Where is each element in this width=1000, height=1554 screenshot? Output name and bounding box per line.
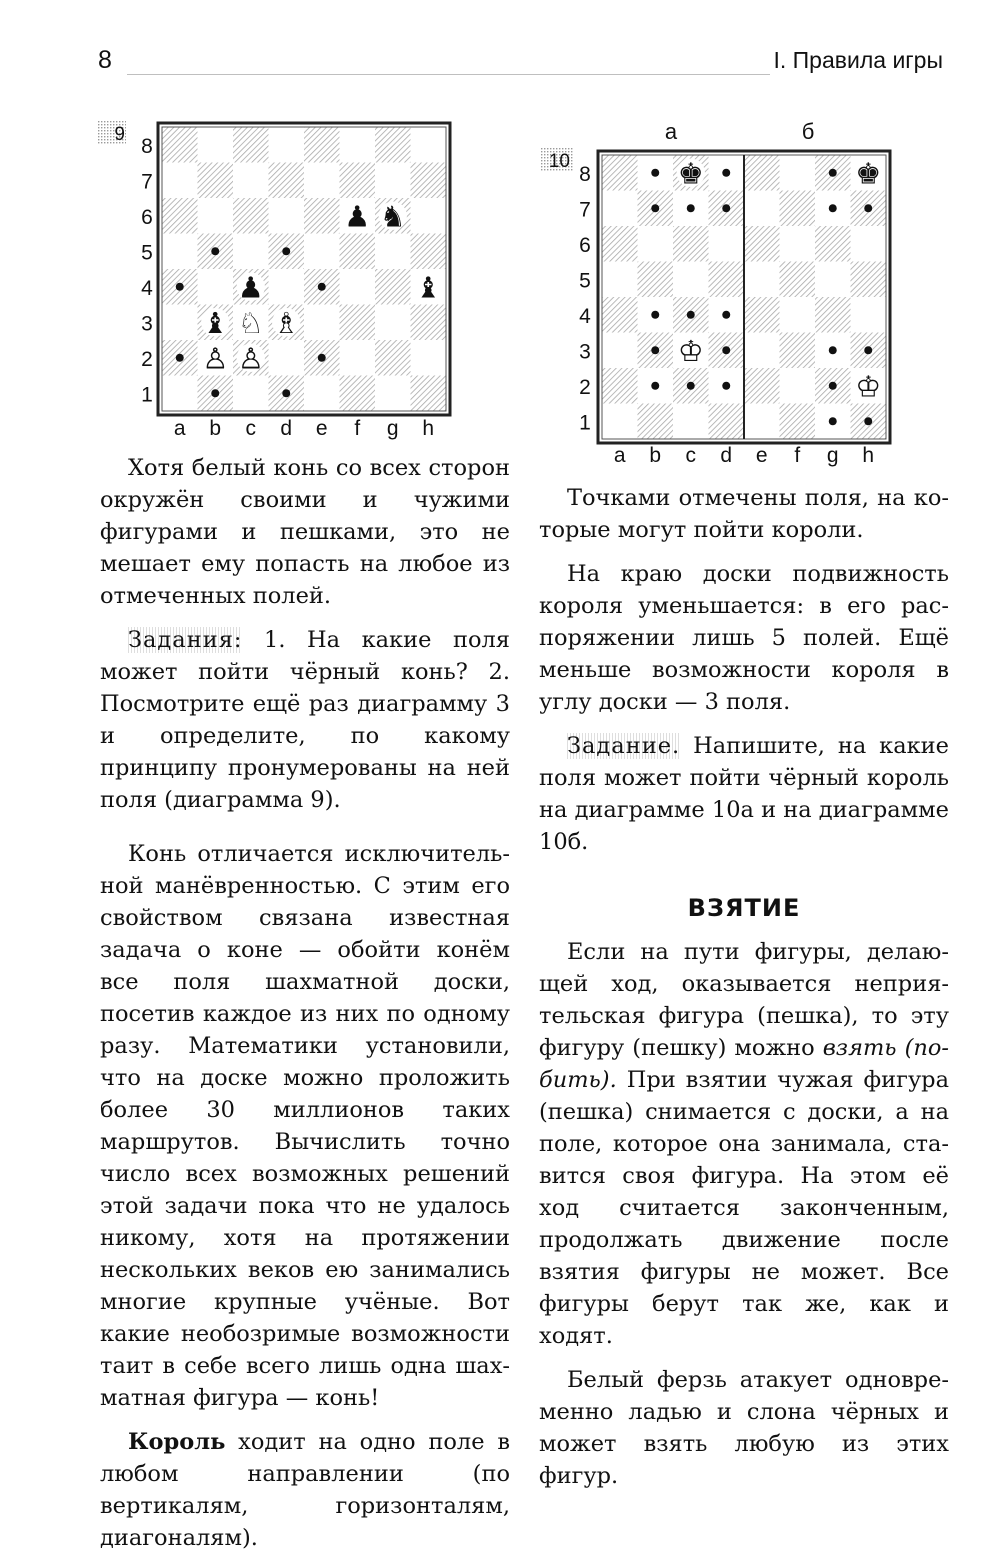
panel-label-a: а bbox=[664, 119, 678, 144]
light-square bbox=[304, 163, 340, 199]
paragraph-capture bbox=[539, 936, 949, 1352]
white-pawn-icon: ♙ bbox=[202, 341, 229, 376]
black-pawn-icon: ♟ bbox=[237, 270, 264, 305]
rank-label: 5 bbox=[141, 241, 153, 265]
dark-square bbox=[411, 234, 447, 270]
dark-square bbox=[340, 163, 376, 199]
light-square bbox=[602, 333, 638, 369]
light-square bbox=[304, 305, 340, 341]
move-dot bbox=[829, 204, 837, 212]
tasks-text: 1. На какие поля может пойти чёрный конь? 2. Посмотрите ещё раз диаграмму 3 и определите, по какому принципу пронумерованы на ней поля (диаграмма 9). bbox=[100, 627, 510, 813]
rank-label: 4 bbox=[141, 276, 153, 300]
move-dot bbox=[651, 169, 659, 177]
light-square bbox=[602, 191, 638, 227]
rank-label: 1 bbox=[579, 411, 591, 435]
dark-square bbox=[602, 297, 638, 333]
task-label: Задание. bbox=[567, 733, 681, 759]
file-label: f bbox=[794, 444, 801, 467]
file-label: b bbox=[209, 417, 222, 440]
move-dot bbox=[318, 354, 326, 362]
diagram-9 bbox=[95, 115, 455, 445]
black-knight-icon: ♞ bbox=[379, 199, 406, 234]
page-number: 8 bbox=[98, 46, 112, 74]
move-dot bbox=[722, 311, 730, 319]
dark-square bbox=[709, 262, 745, 298]
move-dot bbox=[687, 204, 695, 212]
dark-square bbox=[162, 127, 198, 163]
move-dot bbox=[864, 417, 872, 425]
file-label: g bbox=[826, 444, 839, 467]
black-pawn-icon: ♟ bbox=[344, 199, 371, 234]
dark-square bbox=[198, 163, 234, 199]
paragraph-knight-tour: Конь отличается исключительной манёвренностью. С этим его свойством связана известная задача о коне — обойти конём все поля шахматной доски, посетив каждое из них по одному разу. Математики установили, что на доске можно проложить более 30 миллионов таких маршрутов. Вычислить точно число всех возможных решений этой задачи пока что не удалось никому, хотя на протяжении нескольких веков ею занимались многие крупные учёные. Вот какие необозримые возможности таит в себе всего лишь одна шахматная фигура — конь! bbox=[100, 841, 510, 1411]
move-dot bbox=[651, 311, 659, 319]
light-square bbox=[815, 262, 851, 298]
dark-square bbox=[375, 340, 411, 376]
file-label: h bbox=[862, 444, 875, 467]
white-king-icon: ♔ bbox=[855, 369, 882, 404]
diagram-number: 9 bbox=[114, 124, 125, 145]
dark-square bbox=[851, 262, 887, 298]
dark-square bbox=[709, 404, 745, 440]
paragraph-king bbox=[100, 1426, 510, 1554]
paragraph-king-edge: На краю доски подвижность короля уменьшается: в его распоряжении лишь 5 полей. Ещё меньше возможности короля в углу доски — 3 поля. bbox=[539, 561, 949, 715]
light-square bbox=[304, 376, 340, 412]
rank-label: 2 bbox=[141, 347, 153, 371]
light-square bbox=[709, 226, 745, 262]
move-dot bbox=[176, 354, 184, 362]
dark-square bbox=[162, 198, 198, 234]
light-square bbox=[340, 127, 376, 163]
white-knight-icon: ♘ bbox=[237, 305, 264, 340]
dark-square bbox=[304, 198, 340, 234]
dark-square bbox=[744, 368, 780, 404]
move-dot bbox=[722, 346, 730, 354]
king-text: ходит на одно поле в любом направлении (по вертикалям, горизонталям, диагоналям). bbox=[100, 1429, 510, 1551]
light-square bbox=[744, 333, 780, 369]
capture-term: взять (побить). bbox=[539, 1035, 949, 1093]
dark-square bbox=[340, 305, 376, 341]
dark-square bbox=[304, 127, 340, 163]
file-label: c bbox=[685, 444, 696, 467]
light-square bbox=[744, 262, 780, 298]
black-bishop-icon: ♝ bbox=[202, 305, 229, 340]
move-dot bbox=[651, 382, 659, 390]
light-square bbox=[638, 226, 674, 262]
file-label: e bbox=[755, 444, 768, 467]
white-bishop-icon: ♗ bbox=[273, 305, 300, 340]
light-square bbox=[233, 376, 269, 412]
dark-square bbox=[780, 404, 816, 440]
dark-square bbox=[780, 262, 816, 298]
tasks-label: Задания: bbox=[128, 627, 243, 653]
move-dot bbox=[829, 382, 837, 390]
light-square bbox=[780, 368, 816, 404]
diagram-number: 10 bbox=[548, 151, 570, 172]
light-square bbox=[198, 269, 234, 305]
light-square bbox=[340, 340, 376, 376]
file-label: c bbox=[245, 417, 256, 440]
move-dot bbox=[651, 204, 659, 212]
rank-label: 2 bbox=[579, 375, 591, 399]
rank-label: 6 bbox=[579, 233, 591, 257]
capture-text-b: При взятии чужая фигура (пешка) снимается с доски, а на поле, которое она занимала, ставится своя фигура. На этом её ход считается законченным, продолжать движение после взятия фигуры не может. Все фигуры берут так же, как и ходят. bbox=[539, 1067, 949, 1349]
dark-square bbox=[673, 226, 709, 262]
rank-label: 4 bbox=[579, 304, 591, 328]
file-label: f bbox=[354, 417, 361, 440]
right-column bbox=[539, 482, 949, 1492]
light-square bbox=[411, 340, 447, 376]
dark-square bbox=[269, 163, 305, 199]
light-square bbox=[269, 127, 305, 163]
light-square bbox=[198, 198, 234, 234]
light-square bbox=[375, 163, 411, 199]
task-text: Напишите, на какие поля может пойти чёрный король на диаграмме 10а и на диаграмме 10б. bbox=[539, 733, 949, 855]
light-square bbox=[375, 234, 411, 270]
light-square bbox=[162, 376, 198, 412]
paragraph-queen-attack: Белый ферзь атакует одновременно ладью и слона чёрных и может взять любую из этих фигур. bbox=[539, 1367, 949, 1489]
light-square bbox=[780, 226, 816, 262]
file-label: a bbox=[613, 444, 626, 467]
dark-square bbox=[411, 163, 447, 199]
black-king-icon: ♚ bbox=[677, 156, 704, 191]
dark-square bbox=[780, 191, 816, 227]
light-square bbox=[162, 163, 198, 199]
light-square bbox=[269, 269, 305, 305]
rank-label: 7 bbox=[141, 170, 153, 194]
dark-square bbox=[411, 305, 447, 341]
dark-square bbox=[340, 376, 376, 412]
rank-label: 5 bbox=[579, 269, 591, 293]
file-label: b bbox=[649, 444, 662, 467]
light-square bbox=[673, 262, 709, 298]
file-label: g bbox=[386, 417, 399, 440]
light-square bbox=[340, 269, 376, 305]
light-square bbox=[411, 127, 447, 163]
move-dot bbox=[722, 382, 730, 390]
light-square bbox=[198, 127, 234, 163]
move-dot bbox=[318, 283, 326, 291]
move-dot bbox=[282, 247, 290, 255]
light-square bbox=[673, 404, 709, 440]
file-label: a bbox=[173, 417, 186, 440]
move-dot bbox=[864, 346, 872, 354]
light-square bbox=[744, 191, 780, 227]
move-dot bbox=[282, 389, 290, 397]
move-dot bbox=[722, 169, 730, 177]
file-label: d bbox=[280, 417, 293, 440]
light-square bbox=[233, 163, 269, 199]
dark-square bbox=[233, 198, 269, 234]
dark-square bbox=[744, 226, 780, 262]
move-dot bbox=[651, 346, 659, 354]
white-king-icon: ♔ bbox=[677, 333, 704, 368]
light-square bbox=[269, 198, 305, 234]
light-square bbox=[162, 234, 198, 270]
light-square bbox=[162, 305, 198, 341]
black-king-icon: ♚ bbox=[855, 156, 882, 191]
light-square bbox=[269, 340, 305, 376]
rank-label: 8 bbox=[579, 162, 591, 186]
capture-text-a: Если на пути фигуры, делающей ход, оказывается неприятельская фигура (пешка), то эту фигуру (пешку) можно bbox=[539, 939, 949, 1061]
light-square bbox=[851, 297, 887, 333]
black-bishop-icon: ♝ bbox=[415, 270, 442, 305]
dark-square bbox=[375, 127, 411, 163]
rank-label: 7 bbox=[579, 198, 591, 222]
light-square bbox=[411, 198, 447, 234]
left-column bbox=[100, 452, 510, 1554]
dark-square bbox=[744, 297, 780, 333]
move-dot bbox=[864, 204, 872, 212]
diagram-10 bbox=[535, 115, 895, 475]
dark-square bbox=[375, 269, 411, 305]
paragraph-task bbox=[539, 730, 949, 858]
dark-square bbox=[638, 262, 674, 298]
rank-label: 3 bbox=[579, 340, 591, 364]
move-dot bbox=[722, 204, 730, 212]
light-square bbox=[375, 305, 411, 341]
dark-square bbox=[602, 155, 638, 191]
dark-square bbox=[340, 234, 376, 270]
dark-square bbox=[233, 127, 269, 163]
dark-square bbox=[780, 333, 816, 369]
light-square bbox=[602, 404, 638, 440]
white-pawn-icon: ♙ bbox=[237, 341, 264, 376]
dark-square bbox=[638, 404, 674, 440]
move-dot bbox=[829, 346, 837, 354]
move-dot bbox=[176, 283, 184, 291]
paragraph-tasks bbox=[100, 624, 510, 816]
rank-label: 6 bbox=[141, 205, 153, 229]
light-square bbox=[602, 262, 638, 298]
dark-square bbox=[744, 155, 780, 191]
light-square bbox=[744, 404, 780, 440]
light-square bbox=[304, 234, 340, 270]
file-label: e bbox=[315, 417, 328, 440]
move-dot bbox=[829, 169, 837, 177]
light-square bbox=[233, 234, 269, 270]
chapter-title: I. Правила игры bbox=[773, 47, 943, 73]
rank-label: 1 bbox=[141, 383, 153, 407]
dark-square bbox=[602, 368, 638, 404]
move-dot bbox=[211, 247, 219, 255]
move-dot bbox=[687, 382, 695, 390]
panel-label-b: б bbox=[801, 119, 815, 144]
file-label: h bbox=[422, 417, 435, 440]
move-dot bbox=[829, 417, 837, 425]
rank-label: 3 bbox=[141, 312, 153, 336]
dark-square bbox=[602, 226, 638, 262]
file-label: d bbox=[720, 444, 733, 467]
light-square bbox=[780, 297, 816, 333]
paragraph-knight-surrounded: Хотя белый конь со всех сторон окружён своими и чужими фигурами и пешками, это не мешает ему попасть на любое из отмеченных полей. bbox=[100, 455, 510, 609]
paragraph-dots-explained: Точками отмечены поля, на которые могут пойти короли. bbox=[539, 485, 949, 543]
header-rule bbox=[127, 74, 770, 75]
light-square bbox=[780, 155, 816, 191]
rank-label: 8 bbox=[141, 134, 153, 158]
section-heading-capture: ВЗЯТИЕ bbox=[687, 894, 801, 922]
dark-square bbox=[815, 226, 851, 262]
move-dot bbox=[687, 311, 695, 319]
move-dot bbox=[211, 389, 219, 397]
dark-square bbox=[411, 376, 447, 412]
king-term: Король bbox=[128, 1429, 226, 1455]
light-square bbox=[375, 376, 411, 412]
light-square bbox=[851, 226, 887, 262]
dark-square bbox=[815, 297, 851, 333]
